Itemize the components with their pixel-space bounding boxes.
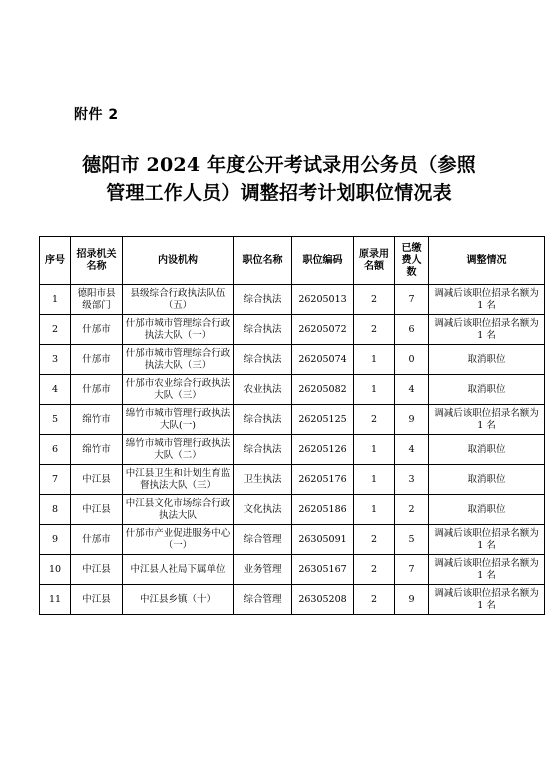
- cell-index: 5: [40, 405, 71, 435]
- cell-position-code: 26205082: [292, 375, 354, 405]
- cell-department: 县级综合行政执法队伍（五）: [123, 285, 234, 315]
- cell-department: 中江县文化市场综合行政执法大队: [123, 495, 234, 525]
- cell-agency: 什邡市: [71, 315, 123, 345]
- cell-department: 什邡市城市管理综合行政执法大队（一）: [123, 315, 234, 345]
- document-title-line-1: 德阳市 2024 年度公开考试录用公务员（参照: [82, 154, 476, 176]
- table-row: [40, 525, 545, 555]
- cell-agency: 德阳市县级部门: [71, 285, 123, 315]
- cell-agency: 中江县: [71, 465, 123, 495]
- table-row: [40, 375, 545, 405]
- cell-paid-count: 3: [395, 465, 429, 495]
- cell-index: 8: [40, 495, 71, 525]
- header-index: 序号: [40, 237, 71, 285]
- cell-paid-count: 2: [395, 495, 429, 525]
- cell-position-code: 26305091: [292, 525, 354, 555]
- table-row: [40, 585, 545, 615]
- cell-original-quota: 2: [354, 315, 395, 345]
- table-row: [40, 345, 545, 375]
- cell-original-quota: 2: [354, 555, 395, 585]
- cell-paid-count: 7: [395, 285, 429, 315]
- cell-paid-count: 6: [395, 315, 429, 345]
- header-adjustment: 调整情况: [429, 237, 545, 285]
- cell-position-code: 26205126: [292, 435, 354, 465]
- cell-position-name: 综合执法: [234, 285, 292, 315]
- cell-original-quota: 2: [354, 525, 395, 555]
- cell-position-name: 文化执法: [234, 495, 292, 525]
- cell-paid-count: 7: [395, 555, 429, 585]
- cell-index: 2: [40, 315, 71, 345]
- cell-position-name: 卫生执法: [234, 465, 292, 495]
- cell-adjustment: 调减后该职位招录名额为 1 名: [429, 525, 545, 555]
- header-position-name: 职位名称: [234, 237, 292, 285]
- cell-position-name: 综合执法: [234, 315, 292, 345]
- table-row: [40, 555, 545, 585]
- cell-original-quota: 2: [354, 405, 395, 435]
- cell-paid-count: 9: [395, 585, 429, 615]
- cell-adjustment: 取消职位: [429, 375, 545, 405]
- cell-department: 中江县人社局下属单位: [123, 555, 234, 585]
- cell-adjustment: 取消职位: [429, 495, 545, 525]
- table-row: [40, 315, 545, 345]
- cell-original-quota: 1: [354, 495, 395, 525]
- cell-index: 10: [40, 555, 71, 585]
- header-original-quota: 原录用名额: [354, 237, 395, 285]
- cell-agency: 什邡市: [71, 375, 123, 405]
- table-row: [40, 435, 545, 465]
- cell-adjustment: 调减后该职位招录名额为 1 名: [429, 285, 545, 315]
- cell-paid-count: 9: [395, 405, 429, 435]
- cell-department: 什邡市农业综合行政执法大队（三）: [123, 375, 234, 405]
- cell-position-code: 26205176: [292, 465, 354, 495]
- cell-adjustment: 调减后该职位招录名额为 1 名: [429, 555, 545, 585]
- cell-original-quota: 2: [354, 585, 395, 615]
- cell-adjustment: 取消职位: [429, 345, 545, 375]
- table-row: [40, 285, 545, 315]
- header-department: 内设机构: [123, 237, 234, 285]
- cell-original-quota: 2: [354, 285, 395, 315]
- cell-agency: 中江县: [71, 495, 123, 525]
- cell-index: 6: [40, 435, 71, 465]
- cell-department: 绵竹市城市管理行政执法大队（二）: [123, 435, 234, 465]
- cell-agency: 绵竹市: [71, 405, 123, 435]
- attachment-label: 附件 2: [74, 107, 119, 123]
- cell-position-name: 综合执法: [234, 435, 292, 465]
- document-title-line-2: 管理工作人员）调整招考计划职位情况表: [106, 182, 452, 204]
- cell-index: 1: [40, 285, 71, 315]
- cell-position-code: 26205072: [292, 315, 354, 345]
- cell-original-quota: 1: [354, 375, 395, 405]
- table-row: [40, 465, 545, 495]
- adjustment-table: [39, 236, 545, 615]
- cell-department: 什邡市城市管理综合行政执法大队（三）: [123, 345, 234, 375]
- cell-paid-count: 4: [395, 435, 429, 465]
- cell-position-name: 农业执法: [234, 375, 292, 405]
- cell-agency: 绵竹市: [71, 435, 123, 465]
- cell-position-code: 26305167: [292, 555, 354, 585]
- cell-adjustment: 取消职位: [429, 465, 545, 495]
- cell-department: 中江县卫生和计划生育监督执法大队（三）: [123, 465, 234, 495]
- header-position-code: 职位编码: [292, 237, 354, 285]
- cell-agency: 什邡市: [71, 525, 123, 555]
- cell-adjustment: 取消职位: [429, 435, 545, 465]
- cell-index: 4: [40, 375, 71, 405]
- cell-adjustment: 调减后该职位招录名额为 1 名: [429, 315, 545, 345]
- cell-position-code: 26205186: [292, 495, 354, 525]
- cell-index: 11: [40, 585, 71, 615]
- cell-adjustment: 调减后该职位招录名额为 1 名: [429, 585, 545, 615]
- table-row: [40, 495, 545, 525]
- cell-agency: 什邡市: [71, 345, 123, 375]
- cell-department: 什邡市产业促进服务中心（一）: [123, 525, 234, 555]
- cell-paid-count: 5: [395, 525, 429, 555]
- cell-adjustment: 调减后该职位招录名额为 1 名: [429, 405, 545, 435]
- cell-original-quota: 1: [354, 435, 395, 465]
- cell-original-quota: 1: [354, 345, 395, 375]
- cell-position-name: 综合执法: [234, 345, 292, 375]
- cell-index: 7: [40, 465, 71, 495]
- header-paid-count: 已缴费人数: [395, 237, 429, 285]
- cell-position-code: 26205125: [292, 405, 354, 435]
- cell-department: 中江县乡镇（十）: [123, 585, 234, 615]
- cell-agency: 中江县: [71, 555, 123, 585]
- cell-department: 绵竹市城市管理行政执法大队(一): [123, 405, 234, 435]
- cell-position-name: 综合管理: [234, 525, 292, 555]
- cell-paid-count: 4: [395, 375, 429, 405]
- cell-position-name: 综合管理: [234, 585, 292, 615]
- cell-index: 9: [40, 525, 71, 555]
- cell-paid-count: 0: [395, 345, 429, 375]
- cell-position-name: 综合执法: [234, 405, 292, 435]
- cell-position-name: 业务管理: [234, 555, 292, 585]
- cell-index: 3: [40, 345, 71, 375]
- cell-position-code: 26305208: [292, 585, 354, 615]
- cell-agency: 中江县: [71, 585, 123, 615]
- cell-original-quota: 1: [354, 465, 395, 495]
- cell-position-code: 26205074: [292, 345, 354, 375]
- cell-position-code: 26205013: [292, 285, 354, 315]
- header-agency: 招录机关名称: [71, 237, 123, 285]
- table-row: [40, 405, 545, 435]
- table-header-row: [40, 237, 545, 285]
